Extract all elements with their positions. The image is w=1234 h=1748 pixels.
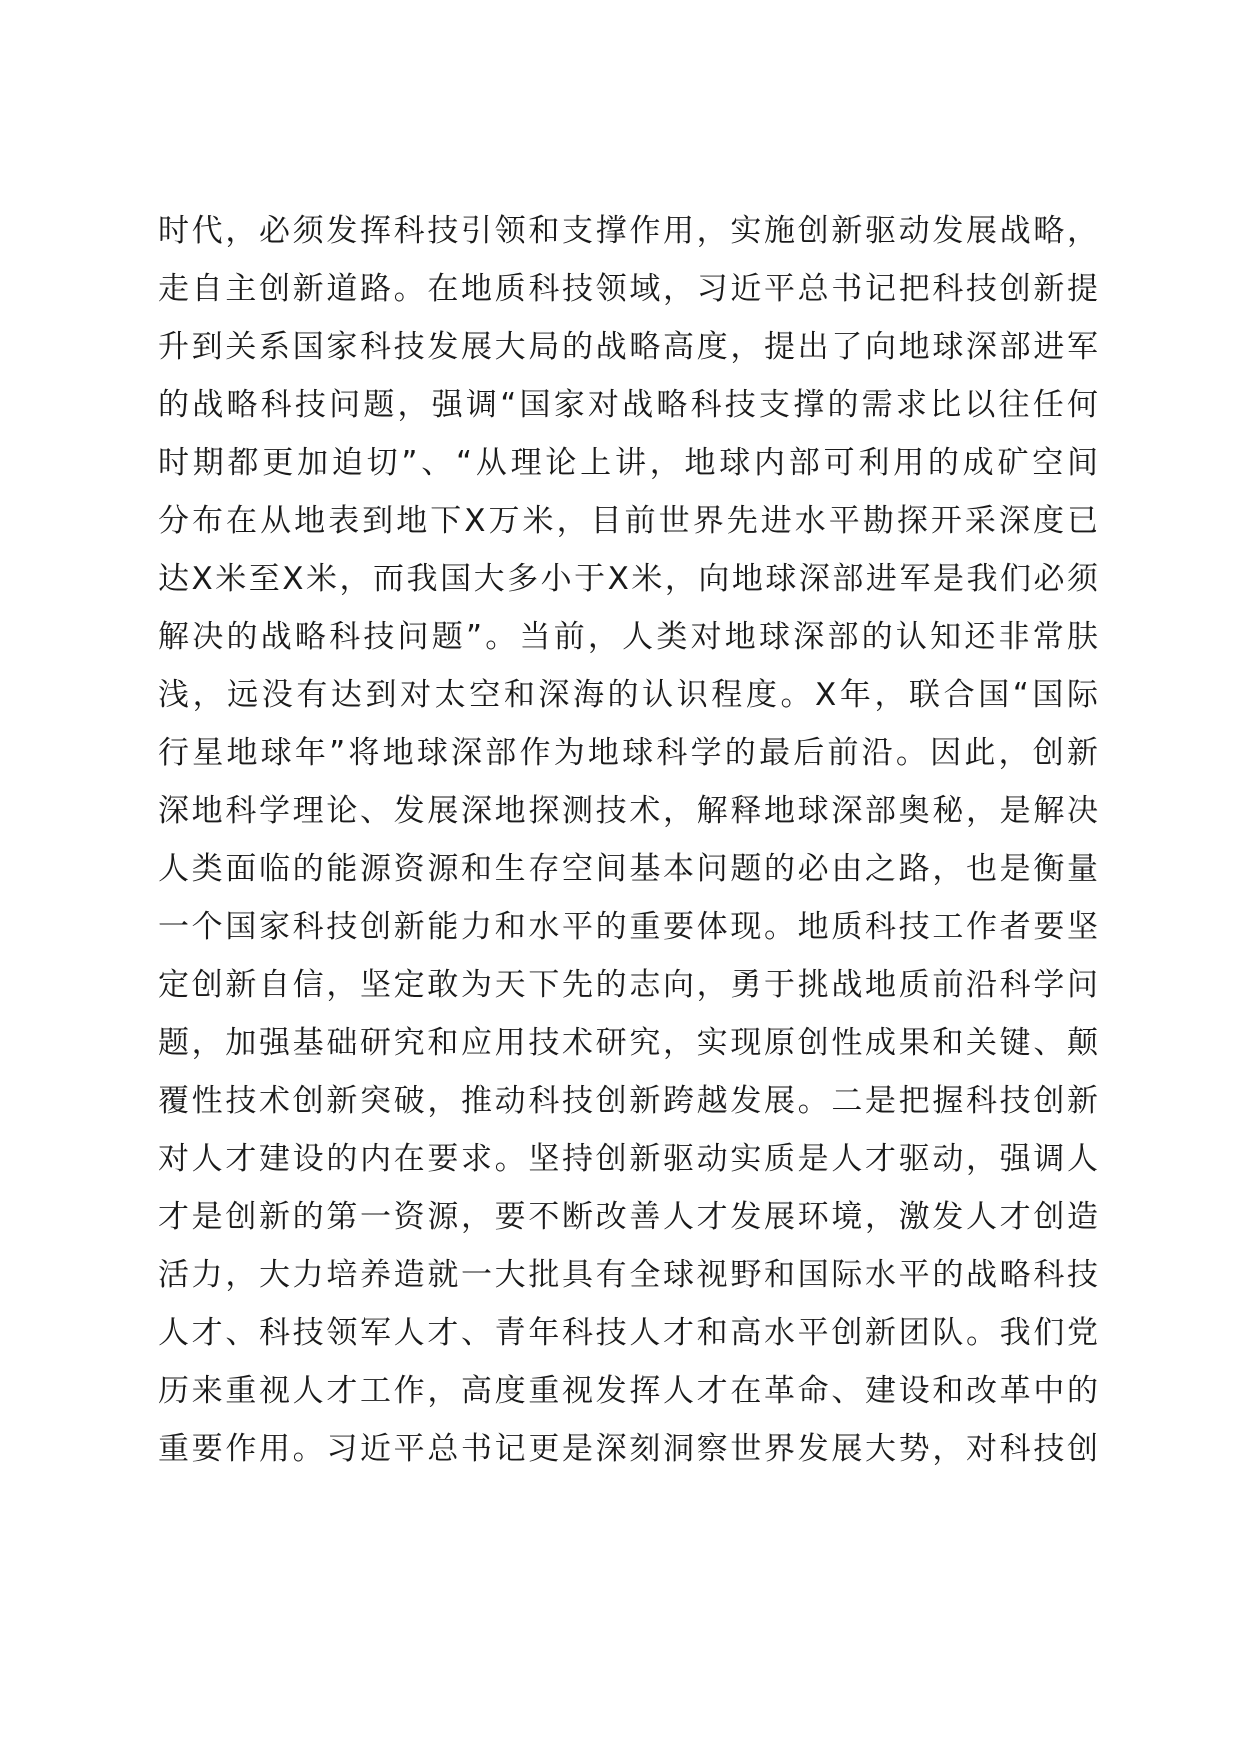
text-line: 一个国家科技创新能力和水平的重要体现。地质科技工作者要坚 bbox=[158, 909, 1098, 945]
text-line: 题，加强基础研究和应用技术研究，实现原创性成果和关键、颠 bbox=[158, 1025, 1098, 1061]
text-line: 解决的战略科技问题”。当前，人类对地球深部的认知还非常肤 bbox=[158, 619, 1098, 655]
text-line: 分布在从地表到地下X万米，目前世界先进水平勘探开采深度已 bbox=[158, 503, 1098, 539]
text-line: 时代，必须发挥科技引领和支撑作用，实施创新驱动发展战略， bbox=[158, 213, 1098, 249]
text-line: 活力，大力培养造就一大批具有全球视野和国际水平的战略科技 bbox=[158, 1257, 1098, 1293]
text-line: 时期都更加迫切”、“从理论上讲，地球内部可利用的成矿空间 bbox=[158, 445, 1098, 481]
text-line: 升到关系国家科技发展大局的战略高度，提出了向地球深部进军 bbox=[158, 329, 1098, 365]
text-line: 的战略科技问题，强调“国家对战略科技支撑的需求比以往任何 bbox=[158, 387, 1098, 423]
text-line: 历来重视人才工作，高度重视发挥人才在革命、建设和改革中的 bbox=[158, 1373, 1098, 1409]
text-line: 定创新自信，坚定敢为天下先的志向，勇于挑战地质前沿科学问 bbox=[158, 967, 1098, 1003]
text-line: 才是创新的第一资源，要不断改善人才发展环境，激发人才创造 bbox=[158, 1199, 1098, 1235]
text-line: 人类面临的能源资源和生存空间基本问题的必由之路，也是衡量 bbox=[158, 851, 1098, 887]
text-line: 深地科学理论、发展深地探测技术，解释地球深部奥秘，是解决 bbox=[158, 793, 1098, 829]
text-line: 覆性技术创新突破，推动科技创新跨越发展。二是把握科技创新 bbox=[158, 1083, 1098, 1119]
text-line: 行星地球年”将地球深部作为地球科学的最后前沿。因此，创新 bbox=[158, 735, 1098, 771]
text-line: 对人才建设的内在要求。坚持创新驱动实质是人才驱动，强调人 bbox=[158, 1141, 1098, 1177]
text-line: 浅，远没有达到对太空和深海的认识程度。X年，联合国“国际 bbox=[158, 677, 1098, 713]
body-paragraph bbox=[158, 202, 1098, 1478]
text-line: 达X米至X米，而我国大多小于X米，向地球深部进军是我们必须 bbox=[158, 561, 1098, 597]
text-line: 人才、科技领军人才、青年科技人才和高水平创新团队。我们党 bbox=[158, 1315, 1098, 1351]
text-line: 重要作用。习近平总书记更是深刻洞察世界发展大势，对科技创 bbox=[158, 1431, 1098, 1467]
text-line: 走自主创新道路。在地质科技领域，习近平总书记把科技创新提 bbox=[158, 271, 1098, 307]
